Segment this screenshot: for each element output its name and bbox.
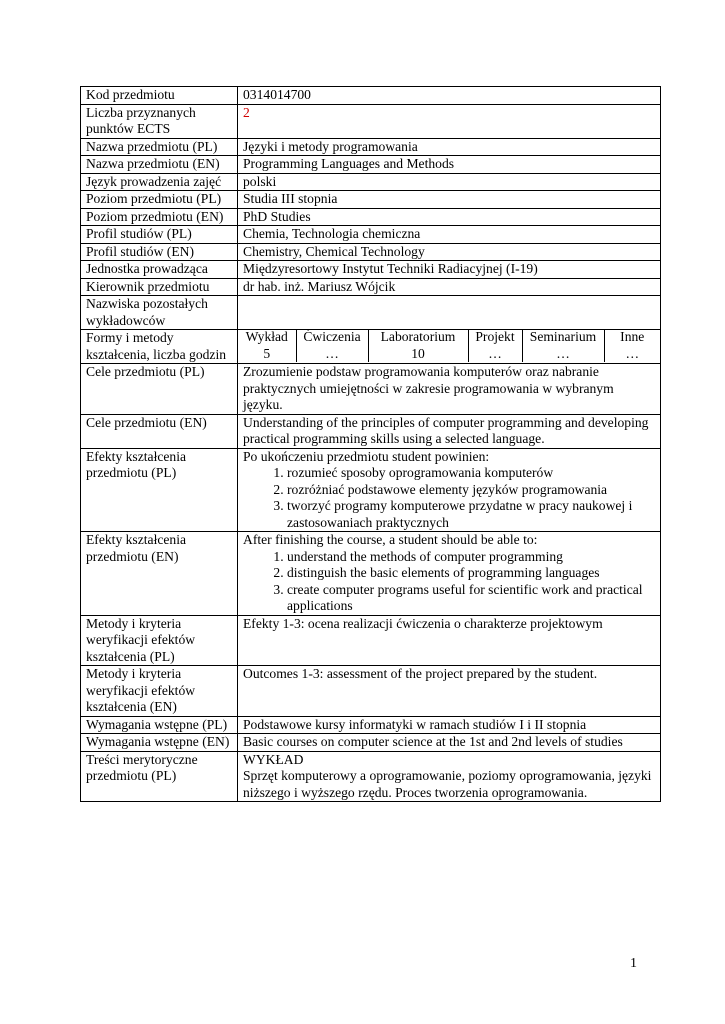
table-row (81, 278, 661, 296)
row-value (238, 751, 661, 802)
outcomes-intro: After finishing the course, a student should be able to: (243, 532, 538, 547)
table-row (81, 173, 661, 191)
row-label: Nazwa przedmiotu (PL) (81, 138, 238, 156)
table-row (81, 532, 661, 616)
table-row (81, 191, 661, 209)
table-row (81, 87, 661, 105)
row-value (238, 448, 661, 532)
row-label: Profil studiów (EN) (81, 243, 238, 261)
row-label: Metody i kryteria weryfikacji efektów kształcenia (EN) (81, 666, 238, 717)
outcomes-list (243, 549, 655, 615)
row-value (238, 532, 661, 616)
table-row (81, 156, 661, 174)
content-text: Sprzęt komputerowy a oprogramowanie, poziomy oprogramowania, języki niższego i wyższego rzędu. Proces tworzenia oprogramowania. (243, 768, 652, 800)
table-row (81, 261, 661, 279)
form-name: Wykład (245, 329, 288, 344)
table-row (81, 138, 661, 156)
table-row (81, 734, 661, 752)
table-row (81, 364, 661, 415)
form-column (368, 329, 468, 362)
form-hours: … (488, 345, 502, 361)
outcomes-intro: Po ukończeniu przedmiotu student powinien: (243, 448, 490, 464)
form-column (604, 329, 660, 362)
table-row (81, 330, 661, 364)
ects-value: 2 (238, 104, 661, 138)
row-label: Poziom przedmiotu (EN) (81, 208, 238, 226)
forms-cell (238, 330, 661, 364)
form-name: Laboratorium (380, 329, 456, 344)
row-value: Efekty 1-3: ocena realizacji ćwiczenia o charakterze projektowym (238, 615, 661, 666)
form-hours: 10 (411, 345, 425, 361)
row-value: dr hab. inż. Mariusz Wójcik (238, 278, 661, 296)
row-label: Kierownik przedmiotu (81, 278, 238, 296)
row-label: Profil studiów (PL) (81, 226, 238, 244)
row-value: Understanding of the principles of computer programming and developing practical programming skills using a selected language. (238, 414, 661, 448)
row-label: Liczba przyznanych punktów ECTS (81, 104, 238, 138)
row-value: Międzyresortowy Instytut Techniki Radiacyjnej (I-19) (238, 261, 661, 279)
list-item: 3. tworzyć programy komputerowe przydatne w pracy naukowej i zastosowaniach praktycznych (287, 498, 655, 531)
row-value: polski (238, 173, 661, 191)
row-label: Wymagania wstępne (PL) (81, 716, 238, 734)
row-value: PhD Studies (238, 208, 661, 226)
table-row (81, 716, 661, 734)
row-label: Cele przedmiotu (PL) (81, 364, 238, 415)
form-hours: … (325, 345, 339, 361)
row-label: Język prowadzenia zajęć (81, 173, 238, 191)
list-item: 2. rozróżniać podstawowe elementy języków programowania (287, 482, 655, 499)
row-value: Chemistry, Chemical Technology (238, 243, 661, 261)
row-value: Programming Languages and Methods (238, 156, 661, 174)
form-hours: … (625, 345, 640, 361)
form-column (522, 329, 604, 362)
row-label: Poziom przedmiotu (PL) (81, 191, 238, 209)
row-label: Jednostka prowadząca (81, 261, 238, 279)
form-name: Seminarium (529, 329, 597, 344)
table-row (81, 414, 661, 448)
outcomes-list (243, 465, 655, 531)
row-label: Nazwiska pozostałych wykładowców (81, 296, 238, 330)
table-row (81, 666, 661, 717)
table-row (81, 615, 661, 666)
row-value: Basic courses on computer science at the 1st and 2nd levels of studies (238, 734, 661, 752)
table-row (81, 104, 661, 138)
table-row (81, 243, 661, 261)
table-row (81, 226, 661, 244)
table-row (81, 208, 661, 226)
content-heading: WYKŁAD (243, 751, 304, 767)
form-name: Inne (620, 329, 645, 344)
form-hours: … (556, 345, 570, 361)
form-column (468, 329, 522, 362)
row-value: Chemia, Technologia chemiczna (238, 226, 661, 244)
row-value: Outcomes 1-3: assessment of the project prepared by the student. (238, 666, 661, 717)
form-hours: 5 (263, 345, 271, 361)
row-value: Języki i metody programowania (238, 138, 661, 156)
form-name: Ćwiczenia (303, 329, 361, 344)
page-number: 1 (630, 956, 637, 971)
course-table (80, 86, 661, 802)
row-value: Studia III stopnia (238, 191, 661, 209)
row-value: 0314014700 (238, 87, 661, 105)
row-label: Wymagania wstępne (EN) (81, 734, 238, 752)
row-label: Metody i kryteria weryfikacji efektów kształcenia (PL) (81, 615, 238, 666)
table-row (81, 751, 661, 802)
row-label: Treści merytoryczne przedmiotu (PL) (81, 751, 238, 802)
row-label: Nazwa przedmiotu (EN) (81, 156, 238, 174)
table-row (81, 296, 661, 330)
row-label: Kod przedmiotu (81, 87, 238, 105)
list-item: 1. understand the methods of computer programming (287, 549, 655, 566)
row-label: Efekty kształcenia przedmiotu (EN) (81, 532, 238, 616)
row-label: Cele przedmiotu (EN) (81, 414, 238, 448)
forms-table (238, 329, 660, 362)
form-column (296, 329, 368, 362)
list-item: 1. rozumieć sposoby oprogramowania komputerów (287, 465, 655, 482)
list-item: 3. create computer programs useful for scientific work and practical applications (287, 582, 655, 615)
row-value: Podstawowe kursy informatyki w ramach studiów I i II stopnia (238, 716, 661, 734)
form-column (238, 329, 296, 362)
list-item: 2. distinguish the basic elements of programming languages (287, 565, 655, 582)
table-row (81, 448, 661, 532)
row-value: Zrozumienie podstaw programowania komputerów oraz nabranie praktycznych umiejętności w zakresie programowania w wybranym języku. (238, 364, 661, 415)
row-value (238, 296, 661, 330)
form-name: Projekt (475, 329, 515, 344)
row-label: Formy i metody kształcenia, liczba godzin (81, 330, 238, 364)
row-label: Efekty kształcenia przedmiotu (PL) (81, 448, 238, 532)
